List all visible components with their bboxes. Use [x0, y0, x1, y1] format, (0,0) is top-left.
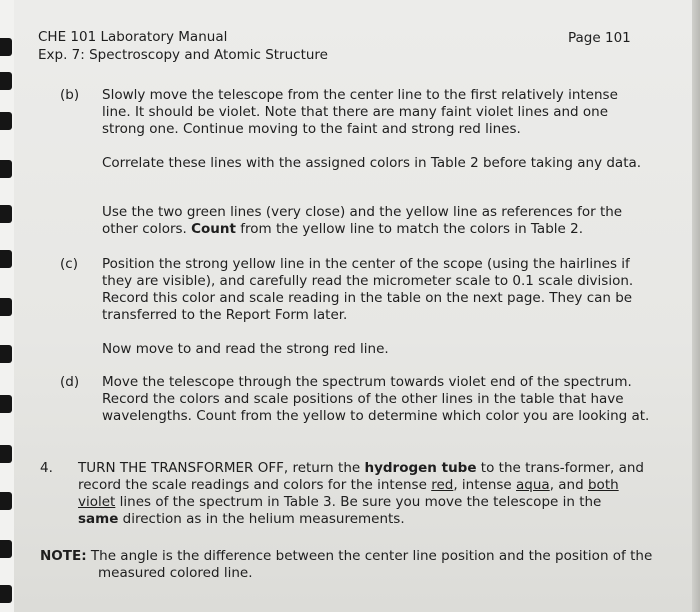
binder-hole: [0, 205, 12, 223]
emphasis-same: same: [78, 511, 119, 527]
step-4-paragraph: TURN THE TRANSFORMER OFF, return the hydrogen tube to the trans-former, and record the scale readings and colors for the intense red, intense aqua, and both violet lines of the spectrum in Table 3. Be sure you move the telescope in the same direction as in the helium measurements.: [78, 460, 644, 527]
binder-edge: [0, 0, 14, 612]
underline-aqua: aqua: [516, 477, 550, 493]
note-label: NOTE:: [40, 548, 87, 564]
step-d-label: (d): [60, 374, 80, 390]
binder-hole: [0, 160, 12, 178]
underline-violet: violet: [78, 494, 116, 510]
step-c-paragraph-1: Position the strong yellow line in the center of the scope (using the hairlines if they are visible), and carefully read the micrometer scale to 0.1 scale division. Record this color and scale reading in the table on the next page. They can be transferred to the Report Form later.: [102, 256, 634, 323]
experiment-title: Exp. 7: Spectroscopy and Atomic Structure: [38, 47, 328, 63]
underline-red: red: [431, 477, 454, 493]
step-c-paragraph-2: Now move to and read the strong red line.: [102, 341, 389, 357]
binder-hole: [0, 38, 12, 56]
binder-hole: [0, 492, 12, 510]
binder-hole: [0, 395, 12, 413]
binder-hole: [0, 345, 12, 363]
step-c-label: (c): [60, 256, 78, 272]
step-b-paragraph-3: Use the two green lines (very close) and the yellow line as references for the other colors. Count from the yellow line to match the colors in Table 2.: [102, 204, 623, 237]
binder-hole: [0, 250, 12, 268]
binder-hole: [0, 540, 12, 558]
note-paragraph: NOTE: The angle is the difference between the center line position and the position of the measured colored line.: [40, 548, 653, 581]
binder-hole: [0, 112, 12, 130]
underline-both: both: [587, 477, 619, 493]
binder-hole: [0, 72, 12, 90]
binder-hole: [0, 445, 12, 463]
step-b-paragraph-1: Slowly move the telescope from the center line to the first relatively intense line. It should be violet. Note that there are many faint violet lines and one strong one. Continue moving to the faint and strong red lines.: [102, 87, 618, 137]
emphasis-hydrogen-tube: hydrogen tube: [364, 460, 477, 476]
course-title: CHE 101 Laboratory Manual: [38, 29, 228, 45]
page-number: Page 101: [568, 30, 631, 46]
emphasis-count: Count: [191, 221, 236, 237]
page-edge-shadow: [692, 0, 700, 612]
binder-hole: [0, 298, 12, 316]
step-b-paragraph-2: Correlate these lines with the assigned colors in Table 2 before taking any data.: [102, 155, 642, 171]
step-d-paragraph: Move the telescope through the spectrum towards violet end of the spectrum. Record the colors and scale positions of the other lines in the table that have wavelengths. Count from the yellow to determine which color you are looking at.: [102, 374, 650, 424]
step-4-label: 4.: [40, 460, 53, 476]
step-b-label: (b): [60, 87, 80, 103]
binder-hole: [0, 585, 12, 603]
